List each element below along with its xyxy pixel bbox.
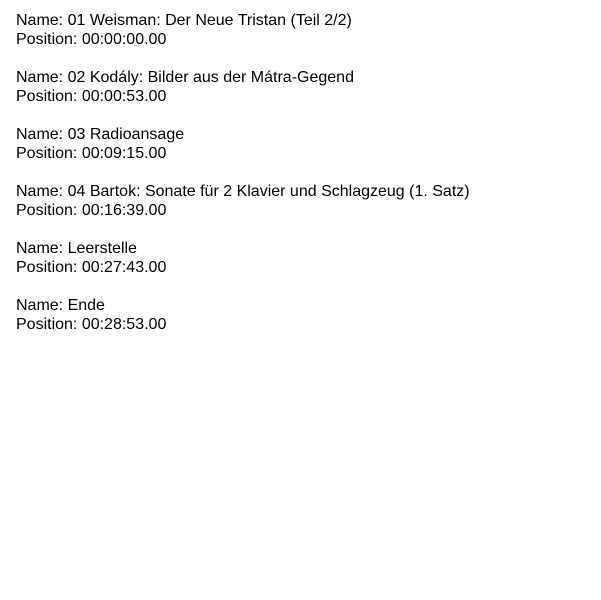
name-prefix: Name: xyxy=(16,126,68,143)
marker-name-line xyxy=(16,296,601,315)
marker-entry xyxy=(16,125,601,163)
name-prefix: Name: xyxy=(16,240,68,257)
marker-list xyxy=(16,11,601,353)
name-prefix: Name: xyxy=(16,12,68,29)
marker-position: 00:00:53.00 xyxy=(81,88,167,105)
name-prefix: Name: xyxy=(16,69,68,86)
position-prefix: Position: xyxy=(16,259,82,276)
marker-name: 03 Radioansage xyxy=(67,126,185,143)
marker-position-line xyxy=(16,201,601,220)
marker-entry xyxy=(16,11,601,49)
marker-name-line xyxy=(16,182,601,201)
marker-position: 00:16:39.00 xyxy=(81,202,167,219)
marker-name: 02 Kodály: Bilder aus der Mátra-Gegend xyxy=(67,69,354,86)
marker-name: Leerstelle xyxy=(67,240,137,257)
position-prefix: Position: xyxy=(16,202,82,219)
marker-position-line xyxy=(16,144,601,163)
marker-name-line xyxy=(16,239,601,258)
position-prefix: Position: xyxy=(16,145,82,162)
marker-name: 01 Weisman: Der Neue Tristan (Teil 2/2) xyxy=(67,12,352,29)
name-prefix: Name: xyxy=(16,183,68,200)
marker-name: 04 Bartok: Sonate für 2 Klavier und Schlagzeug (1. Satz) xyxy=(67,183,470,200)
marker-position-line xyxy=(16,258,601,277)
marker-entry xyxy=(16,239,601,277)
marker-entry xyxy=(16,296,601,334)
marker-entry xyxy=(16,182,601,220)
position-prefix: Position: xyxy=(16,31,82,48)
marker-name: Ende xyxy=(67,297,105,314)
marker-position: 00:27:43.00 xyxy=(81,259,167,276)
marker-position: 00:28:53.00 xyxy=(81,316,167,333)
marker-position-line xyxy=(16,315,601,334)
name-prefix: Name: xyxy=(16,297,68,314)
marker-position-line xyxy=(16,87,601,106)
marker-name-line xyxy=(16,125,601,144)
marker-entry xyxy=(16,68,601,106)
position-prefix: Position: xyxy=(16,316,82,333)
marker-position-line xyxy=(16,30,601,49)
marker-position: 00:09:15.00 xyxy=(81,145,167,162)
marker-position: 00:00:00.00 xyxy=(81,31,167,48)
position-prefix: Position: xyxy=(16,88,82,105)
marker-name-line xyxy=(16,11,601,30)
marker-name-line xyxy=(16,68,601,87)
